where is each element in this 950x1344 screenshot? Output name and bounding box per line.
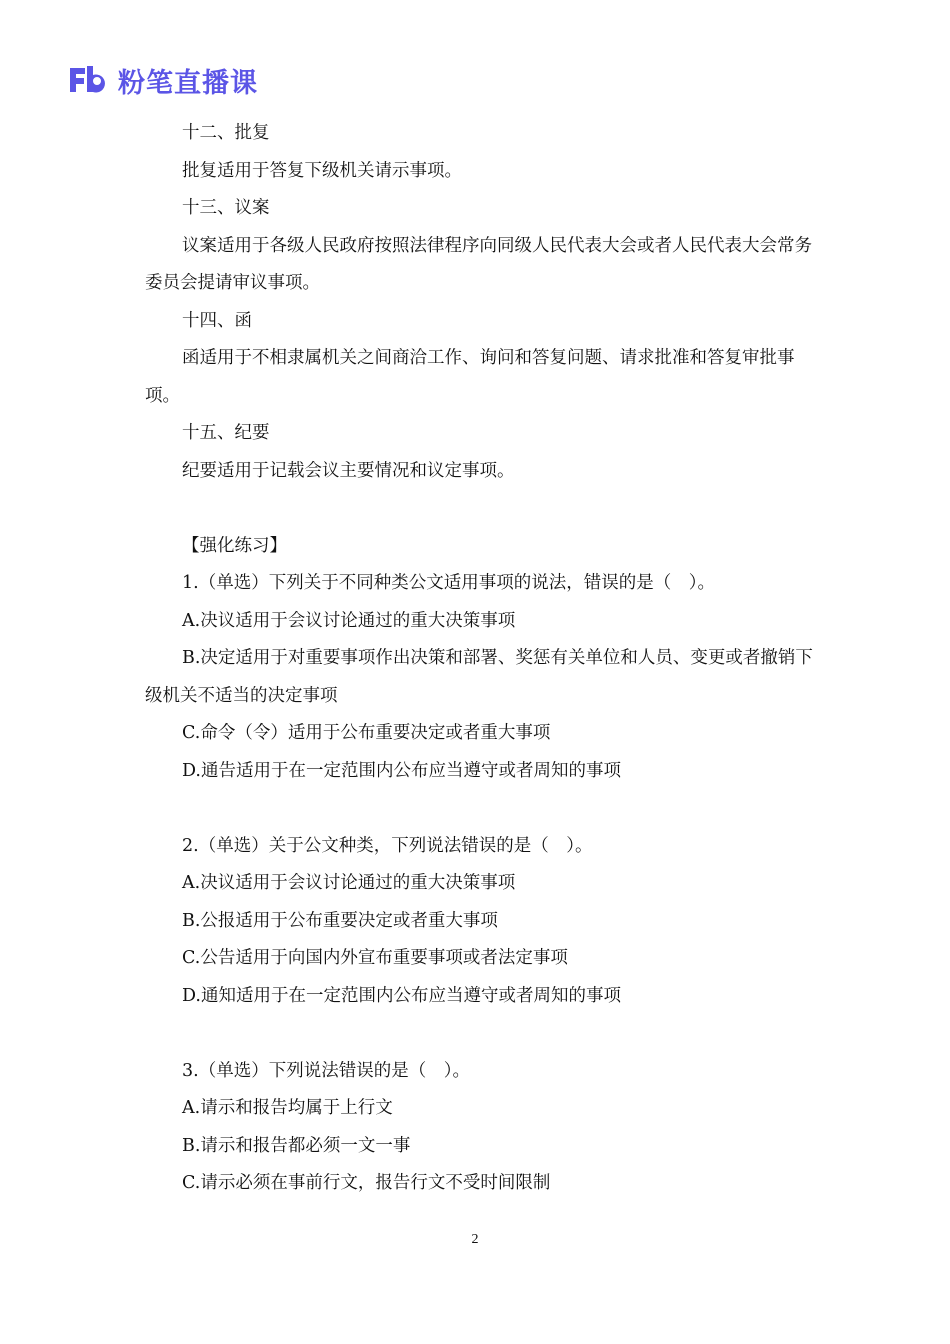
section-heading: 十四、函 — [182, 310, 252, 331]
question-option: C.公告适用于向国内外宣布重要事项或者法定事项 — [182, 948, 568, 968]
question-option: A.请示和报告均属于上行文 — [182, 1098, 393, 1118]
question-option: C.命令（令）适用于公布重要决定或者重大事项 — [182, 723, 551, 743]
question-option: A.决议适用于会议讨论通过的重大决策事项 — [182, 873, 516, 893]
page-number: 2 — [471, 1232, 479, 1247]
brand-name: 粉笔直播课 — [118, 67, 258, 99]
question-option: C.请示必须在事前行文，报告行文不受时间限制 — [182, 1173, 551, 1193]
section-heading: 十二、批复 — [182, 123, 270, 143]
section-body: 议案适用于各级人民政府按照法律程序向同级人民代表大会或者人民代表大会常务委员会提请审议事项。 — [145, 235, 812, 293]
question-stem: 2.（单选）关于公文种类，下列说法错误的是（ ）。 — [182, 835, 593, 856]
section-body: 纪要适用于记载会议主要情况和议定事项。 — [182, 460, 515, 481]
question-option: B.决定适用于对重要事项作出决策和部署、奖惩有关单位和人员、变更或者撤销下级机关不适当的决定事项 — [145, 648, 813, 706]
section-heading: 十三、议案 — [182, 198, 270, 218]
section-body: 函适用于不相隶属机关之间商洽工作、询问和答复问题、请求批准和答复审批事项。 — [145, 348, 795, 406]
section-heading: 十五、纪要 — [182, 423, 270, 443]
question-option: A.决议适用于会议讨论通过的重大决策事项 — [182, 610, 516, 631]
practice-title: 【强化练习】 — [182, 535, 287, 556]
question-stem: 1.（单选）下列关于不同种类公文适用事项的说法，错误的是（ ）。 — [182, 573, 715, 593]
document-body — [145, 115, 815, 1203]
question-stem: 3.（单选）下列说法错误的是（ ）。 — [182, 1060, 470, 1081]
question-option: B.公报适用于公布重要决定或者重大事项 — [182, 910, 498, 931]
question-option: B.请示和报告都必须一文一事 — [182, 1135, 411, 1156]
brand-logo — [68, 62, 258, 98]
section-body: 批复适用于答复下级机关请示事项。 — [182, 160, 462, 181]
question-option: D.通知适用于在一定范围内公布应当遵守或者周知的事项 — [182, 985, 621, 1006]
question-option: D.通告适用于在一定范围内公布应当遵守或者周知的事项 — [182, 760, 621, 781]
fb-logo-icon — [68, 64, 112, 96]
